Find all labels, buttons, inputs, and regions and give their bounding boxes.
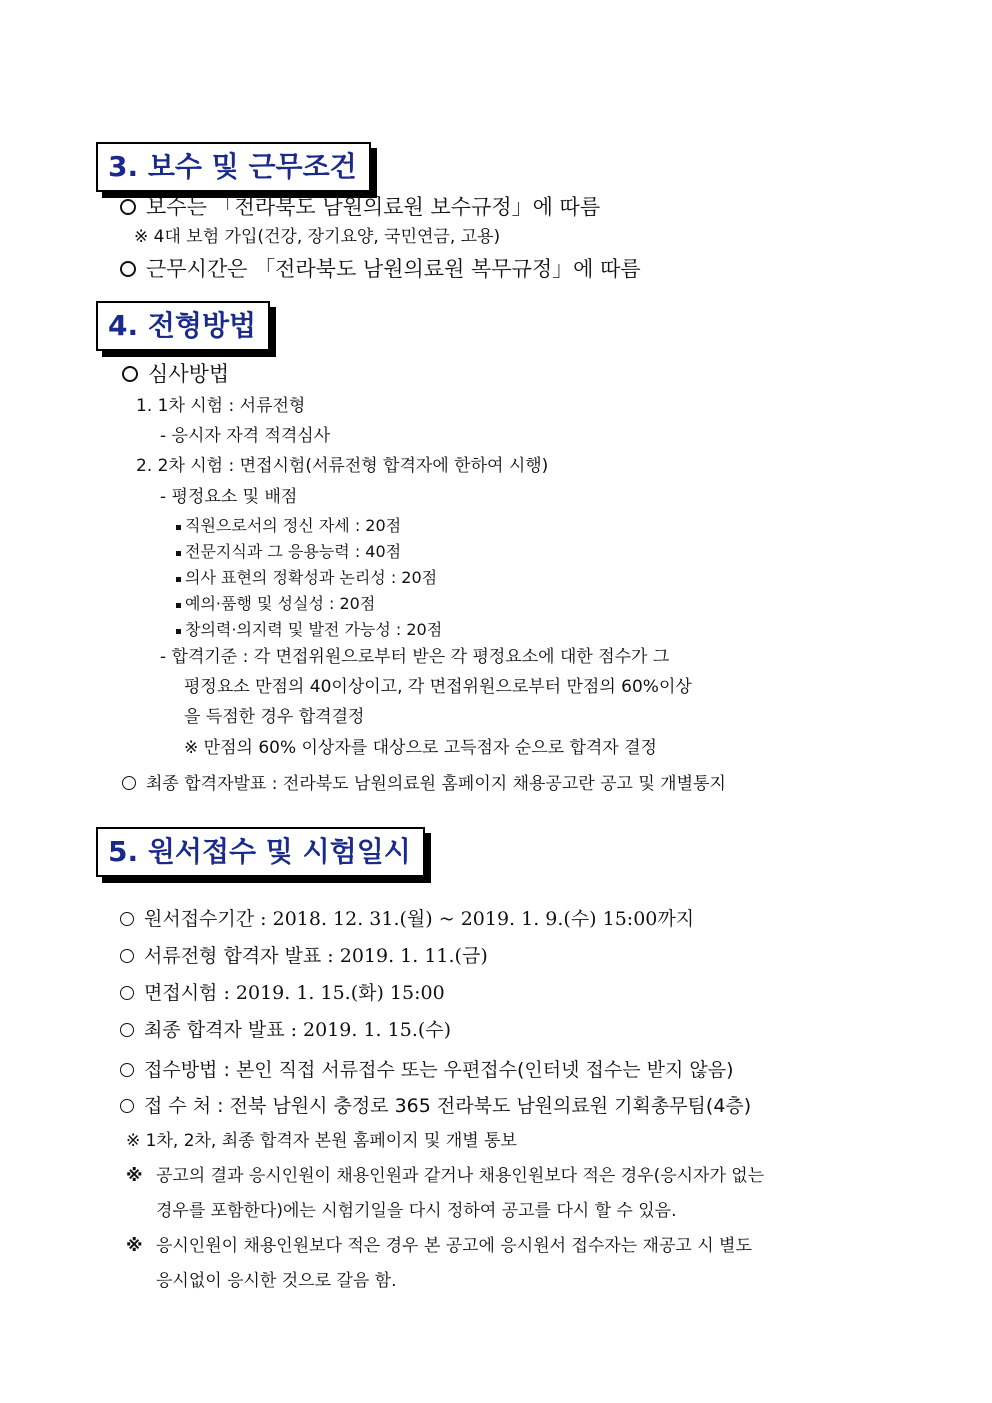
- notice-note-2-cont: 경우를 포함한다)에는 시험기일을 다시 정하여 공고를 다시 할 수 있음.: [156, 1201, 677, 1221]
- criteria-item: 직원으로서의 정신 자세 : 20점: [176, 518, 401, 534]
- pay-line: 보수는 「전라북도 남원의료원 보수규정」에 따름: [120, 197, 600, 218]
- circle-bullet-icon: [120, 199, 136, 215]
- criteria-item: 예의·품행 및 성실성 : 20점: [176, 596, 375, 612]
- circle-bullet-icon: [122, 776, 136, 790]
- hours-line: 근무시간은 「전라북도 남원의료원 복무규정」에 따름: [120, 259, 641, 280]
- section-4-title: 4. 전형방법: [96, 301, 270, 351]
- circle-bullet-icon: [120, 1023, 134, 1037]
- notice-note-2: ※ 공고의 결과 응시인원이 채용인원과 같거나 채용인원보다 적은 경우(응시자가 없는: [126, 1166, 765, 1186]
- schedule-item: 최종 합격자 발표 : 2019. 1. 15.(수): [120, 1021, 451, 1040]
- pass-criteria-line-1: - 합격기준 : 각 면접위원으로부터 받은 각 평정요소에 대한 점수가 그: [160, 647, 670, 667]
- section-3-title: 3. 보수 및 근무조건: [96, 142, 371, 192]
- schedule-item: 면접시험 : 2019. 1. 15.(화) 15:00: [120, 984, 445, 1003]
- notice-note-1: ※ 1차, 2차, 최종 합격자 본원 홈페이지 및 개별 통보: [126, 1131, 517, 1151]
- step-1-detail: - 응시자 자격 적격심사: [160, 426, 331, 446]
- circle-bullet-icon: [120, 912, 134, 926]
- insurance-note: ※ 4대 보험 가입(건강, 장기요양, 국민연금, 고용): [134, 227, 501, 247]
- criteria-item: 전문지식과 그 응용능력 : 40점: [176, 544, 401, 560]
- schedule-item: 접 수 처 : 전북 남원시 충정로 365 전라북도 남원의료원 기획총무팀(4층): [120, 1097, 751, 1116]
- circle-bullet-icon: [120, 986, 134, 1000]
- step-2: 2. 2차 시험 : 면접시험(서류전형 합격자에 한하여 시행): [136, 456, 549, 476]
- pass-criteria-line-3: 을 득점한 경우 합격결정: [184, 707, 365, 727]
- schedule-item: 서류전형 합격자 발표 : 2019. 1. 11.(금): [120, 947, 488, 966]
- method-heading: 심사방법: [122, 364, 229, 385]
- notice-note-3-cont: 응시없이 응시한 것으로 갈음 함.: [156, 1271, 397, 1291]
- circle-bullet-icon: [120, 1099, 134, 1113]
- square-bullet-icon: [176, 629, 181, 634]
- notice-note-3: ※ 응시인원이 채용인원보다 적은 경우 본 공고에 응시원서 접수자는 재공고 시 별도: [126, 1236, 752, 1256]
- section-5-title: 5. 원서접수 및 시험일시: [96, 827, 425, 877]
- circle-bullet-icon: [122, 366, 138, 382]
- square-bullet-icon: [176, 551, 181, 556]
- schedule-item: 원서접수기간 : 2018. 12. 31.(월) ~ 2019. 1. 9.(수) 15:00까지: [120, 910, 694, 929]
- criteria-heading: - 평정요소 및 배점: [160, 487, 298, 507]
- square-bullet-icon: [176, 577, 181, 582]
- circle-bullet-icon: [120, 261, 136, 277]
- square-bullet-icon: [176, 525, 181, 530]
- step-1: 1. 1차 시험 : 서류전형: [136, 396, 306, 416]
- criteria-item: 의사 표현의 정확성과 논리성 : 20점: [176, 570, 437, 586]
- criteria-item: 창의력·의지력 및 발전 가능성 : 20점: [176, 622, 442, 638]
- pass-criteria-line-2: 평정요소 만점의 40이상이고, 각 면접위원으로부터 만점의 60%이상: [184, 677, 692, 697]
- schedule-item: 접수방법 : 본인 직접 서류접수 또는 우편접수(인터넷 접수는 받지 않음): [120, 1061, 734, 1080]
- circle-bullet-icon: [120, 1063, 134, 1077]
- final-announcement: 최종 합격자발표 : 전라북도 남원의료원 홈페이지 채용공고란 공고 및 개별통지: [122, 776, 726, 793]
- square-bullet-icon: [176, 603, 181, 608]
- circle-bullet-icon: [120, 949, 134, 963]
- pass-note: ※ 만점의 60% 이상자를 대상으로 고득점자 순으로 합격자 결정: [184, 738, 657, 758]
